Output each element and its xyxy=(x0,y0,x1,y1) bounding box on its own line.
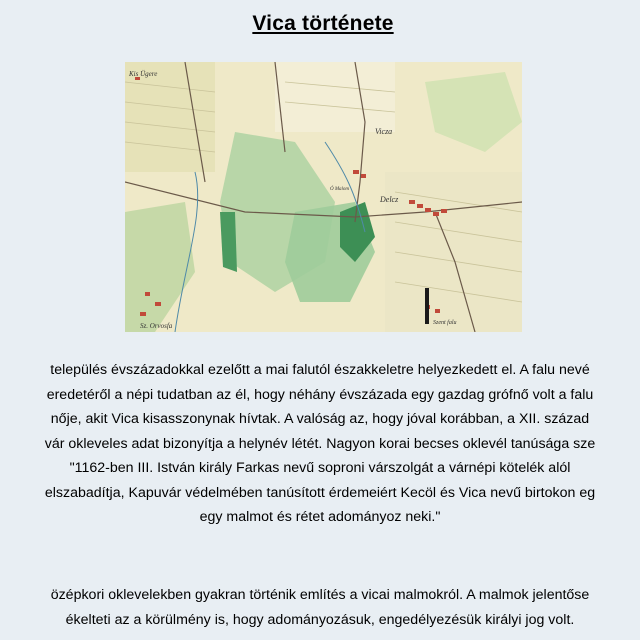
quote-line: elszabadítja, Kapuvár védelmében tanúsított érdemeiért Kecöl és Vica nevű birtokon eg xyxy=(44,484,596,501)
paragraph-line: település évszázadokkal ezelőtt a mai falutól északkeletre helyezkedett el. A falu nevé xyxy=(50,362,590,378)
paragraph-line: eredetéről a népi tudatban az él, hogy néhány évszázada egy gazdag grófnő volt a falu xyxy=(46,386,594,403)
map-label-south-west: Sz. Orvosfa xyxy=(140,322,173,330)
map-label-mill: Ó Malom xyxy=(330,187,350,192)
map-label-south-east: Szent falu xyxy=(433,320,457,326)
paragraph-line: ékelteti az a körülmény is, hogy adományozásuk, engedélyezésük királyi jog volt. xyxy=(65,611,575,628)
paragraph-line: özépkori oklevelekben gyakran történik említés a vicai malmokról. A malmok jelentőse xyxy=(50,587,590,603)
paragraph-history-origin xyxy=(0,358,640,530)
map-label-vicza: Vicza xyxy=(375,127,393,136)
map-label-north-west: Kis Ügere xyxy=(129,70,158,78)
page-title: Vica története xyxy=(252,12,394,35)
paragraph-line: vár okleveles adat bizonyítja a helynév létét. Nagyon korai becses oklevél tanúsága sze xyxy=(44,435,596,452)
map-label-delcz: Delcz xyxy=(380,195,399,204)
paragraph-medieval-mills xyxy=(0,583,640,632)
quote-line: "1162-ben III. István király Farkas nevű soproni várszolgát a várnépi kötelék alól xyxy=(69,460,571,476)
paragraph-line: nője, akit Vica kisasszonynak hívtak. A valóság az, hogy jóval korábban, a XII. század xyxy=(50,411,590,427)
quote-line: egy malmot és rétet adományoz neki." xyxy=(199,509,441,525)
historical-map-image xyxy=(125,62,522,332)
